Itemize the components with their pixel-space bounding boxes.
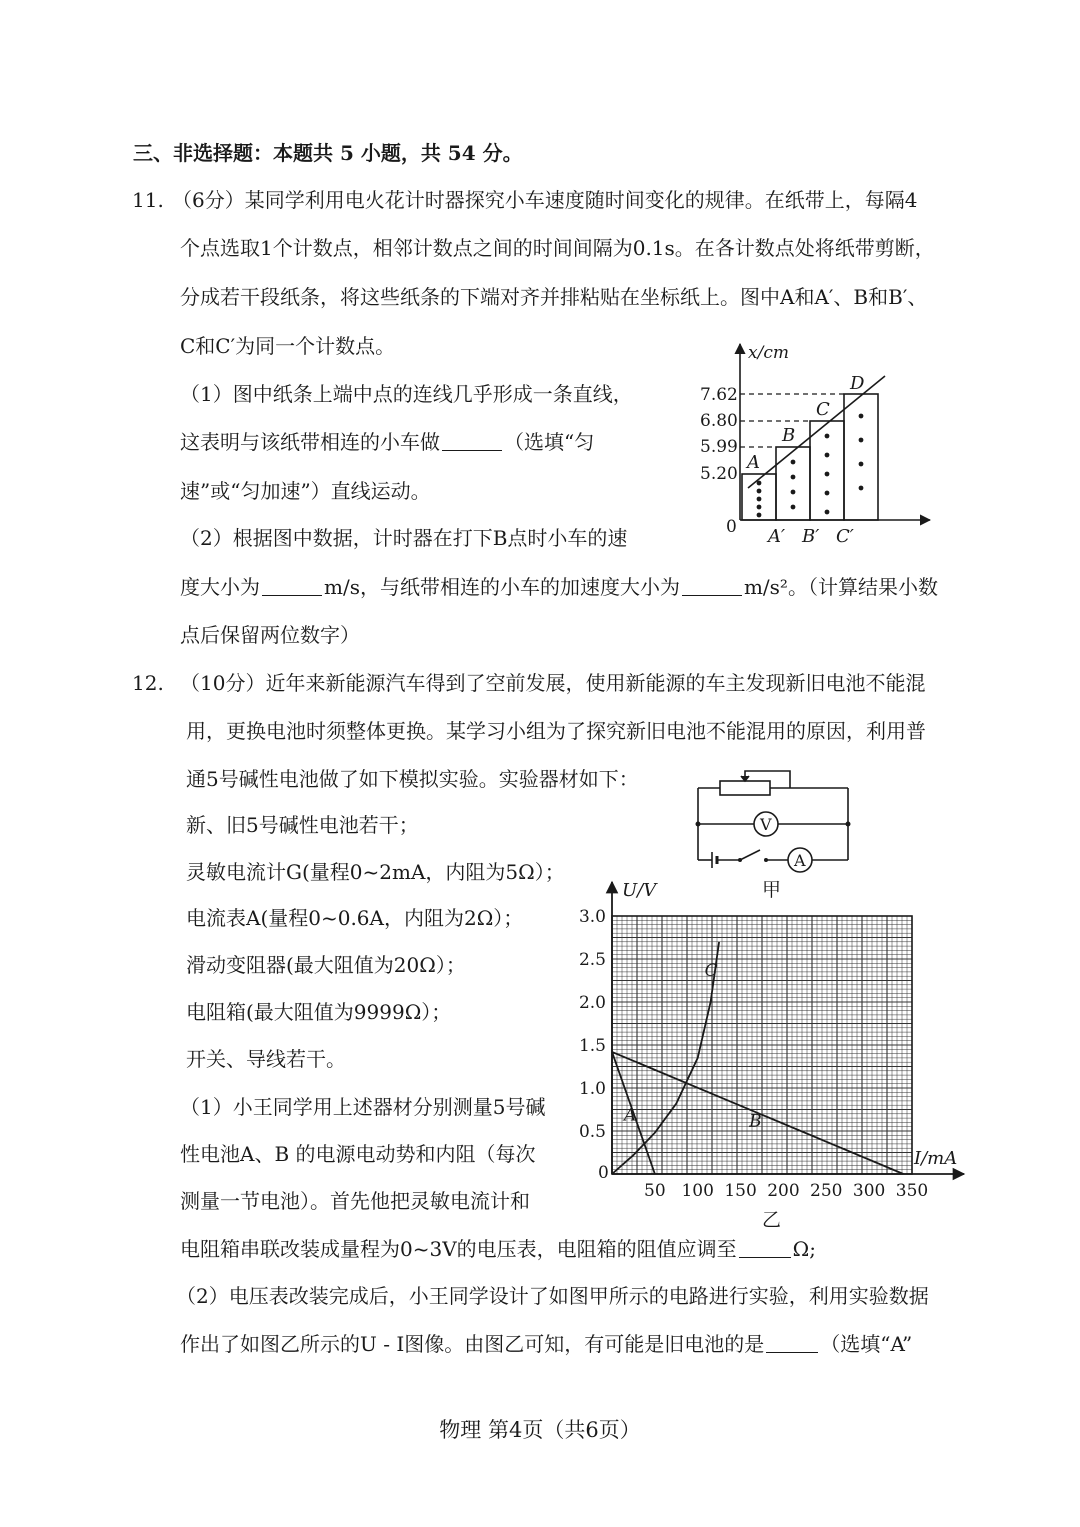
y-tick-label: 1.0 [578, 1079, 606, 1099]
y-tick-label: 2.0 [578, 993, 606, 1013]
q11-part2-mid: m/s，与纸带相连的小车的加速度大小为 [324, 575, 680, 599]
q11-part2-line-2 [180, 574, 938, 600]
q11-part2-text: 度大小为 [180, 575, 260, 599]
q12-equipment-item: 新、旧5号碱性电池若干； [186, 813, 419, 837]
chart-y-label: U/V [622, 880, 657, 901]
q12-intro-line-3: 通5号碱性电池做了如下模拟实验。实验器材如下： [186, 767, 639, 791]
q11-part2-line-3: 点后保留两位数字） [180, 623, 360, 647]
q12-switch [740, 850, 760, 860]
q12-intro-line-2: 用，更换电池时须整体更换。某学习小组为了探究新旧电池不能混用的原因，利用普 [186, 719, 926, 743]
section-heading: 三、非选择题：本题共 5 小题，共 54 分。 [133, 141, 523, 165]
x-tick-label: 200 [767, 1181, 800, 1201]
q12-part1-line-1: （1）小王同学用上述器材分别测量5号碱 [180, 1095, 546, 1119]
q11-axis-label: x/cm [748, 343, 789, 363]
q12-equipment-item: 灵敏电流计G(量程0~2mA，内阻为5Ω）； [186, 860, 565, 884]
q11-intro-line-4: C和C′为同一个计数点。 [180, 334, 396, 358]
page-footer: 物理 第4页（共6页） [439, 1418, 641, 1442]
q11-part1-option: （选填“匀 [504, 430, 595, 454]
q12-equipment-item: 电流表A(量程0~0.6A，内阻为2Ω）； [186, 906, 524, 930]
q12-part1-text: 电阻箱串联改装成量程为0~3V的电压表，电阻箱的阻值应调至 [180, 1237, 737, 1261]
x-tick-label: 50 [644, 1181, 666, 1201]
q11-y-tick: 5.20 [700, 464, 738, 484]
q12-rheostat [720, 781, 770, 795]
q11-label-c: C [816, 399, 830, 420]
q11-part1-line-1: （1）图中纸条上端中点的连线几乎形成一条直线， [180, 382, 633, 406]
series-label-B: B [749, 1111, 762, 1132]
chart-grid [612, 916, 912, 1174]
q12-blank-resistance[interactable] [739, 1239, 791, 1258]
q12-part1-line-3: 测量一节电池）。首先他把灵敏电流计和 [180, 1189, 530, 1213]
q12-part2-text: 作出了如图乙所示的U - I图像。由图乙可知，有可能是旧电池的是 [180, 1332, 765, 1356]
q11-part2-tail: m/s²。（计算结果小数 [743, 575, 938, 599]
q12-part1-unit: Ω; [792, 1237, 816, 1261]
q12-part1-line-2: 性电池A、B 的电源电动势和内阻（每次 [180, 1142, 536, 1166]
q11-blank-acceleration[interactable] [682, 577, 742, 596]
q11-blank-motion-type[interactable] [442, 432, 502, 451]
q12-equipment-item: 开关、导线若干。 [186, 1047, 346, 1071]
y-tick-label: 2.5 [578, 950, 606, 970]
x-tick-label: 100 [681, 1181, 714, 1201]
q12-part2-line-2 [180, 1331, 912, 1357]
series-label-A: A [624, 1105, 637, 1126]
q12-intro-line-1: （10分）近年来新能源汽车得到了空前发展，使用新能源的车主发现新旧电池不能混 [180, 671, 926, 695]
x-tick-label: 250 [810, 1181, 843, 1201]
y-tick-label: 3.0 [578, 907, 606, 927]
q11-x-label-c: C′ [836, 526, 854, 547]
chart-caption: 乙 [762, 1209, 782, 1231]
q11-label-d: D [850, 373, 865, 394]
q11-strip-d [844, 394, 878, 520]
q12-part2-option: （选填“A” [820, 1332, 913, 1356]
q11-part2-line-1: （2）根据图中数据，计时器在打下B点时小车的速 [180, 526, 628, 550]
q11-y-tick: 6.80 [700, 411, 738, 431]
q12-part1-line-4 [180, 1236, 816, 1262]
q11-y-tick: 5.99 [700, 437, 738, 457]
q11-label-a: A [747, 452, 760, 473]
x-tick-label: 350 [895, 1181, 929, 1201]
q12-ui-chart [572, 874, 972, 1234]
x-tick-label: 300 [852, 1181, 886, 1201]
q12-voltmeter-label: V [760, 815, 772, 834]
q11-intro-line-1: （6分）某同学利用电火花计时器探究小车速度随时间变化的规律。在纸带上，每隔4 [172, 188, 918, 212]
q12-equipment-item: 电阻箱(最大阻值为9999Ω）； [186, 1000, 452, 1024]
q11-blank-velocity[interactable] [262, 577, 322, 596]
q11-label-b: B [782, 425, 796, 446]
q12-circuit-caption: 甲 [762, 879, 782, 901]
q12-number: 12. [132, 671, 164, 695]
q12-part2-line-1: （2）电压表改装完成后，小王同学设计了如图甲所示的电路进行实验，利用实验数据 [176, 1284, 929, 1308]
q12-blank-old-battery[interactable] [766, 1334, 818, 1353]
series-label-C: C [704, 961, 718, 982]
q11-intro-line-2: 个点选取1个计数点，相邻计数点之间的时间间隔为0.1s。在各计数点处将纸带剪断， [180, 236, 935, 260]
q11-y-tick: 7.62 [700, 385, 738, 405]
chart-origin-label: 0 [598, 1163, 609, 1183]
q11-x-label-a: A′ [768, 526, 786, 547]
chart-x-label: I/mA [914, 1148, 958, 1169]
x-tick-label: 150 [724, 1181, 757, 1201]
q11-x-label-b: B′ [802, 526, 820, 547]
q11-part1-line-3: 速”或“匀加速”）直线运动。 [180, 479, 431, 503]
y-tick-label: 1.5 [578, 1036, 606, 1056]
y-tick-label: 0.5 [578, 1122, 606, 1142]
q11-origin: 0 [726, 517, 737, 537]
q11-part1-line-2 [180, 429, 594, 455]
q12-equipment-item: 滑动变阻器(最大阻值为20Ω）； [186, 953, 466, 977]
q12-ammeter-label: A [794, 851, 806, 870]
q11-intro-line-3: 分成若干段纸条，将这些纸条的下端对齐并排粘贴在坐标纸上。图中A和A′、B和B′、 [180, 285, 928, 309]
q11-fit-line [748, 376, 885, 488]
q11-part1-text: 这表明与该纸带相连的小车做 [180, 430, 440, 454]
q11-number: 11. [132, 188, 164, 212]
q11-strip-figure [690, 336, 940, 551]
